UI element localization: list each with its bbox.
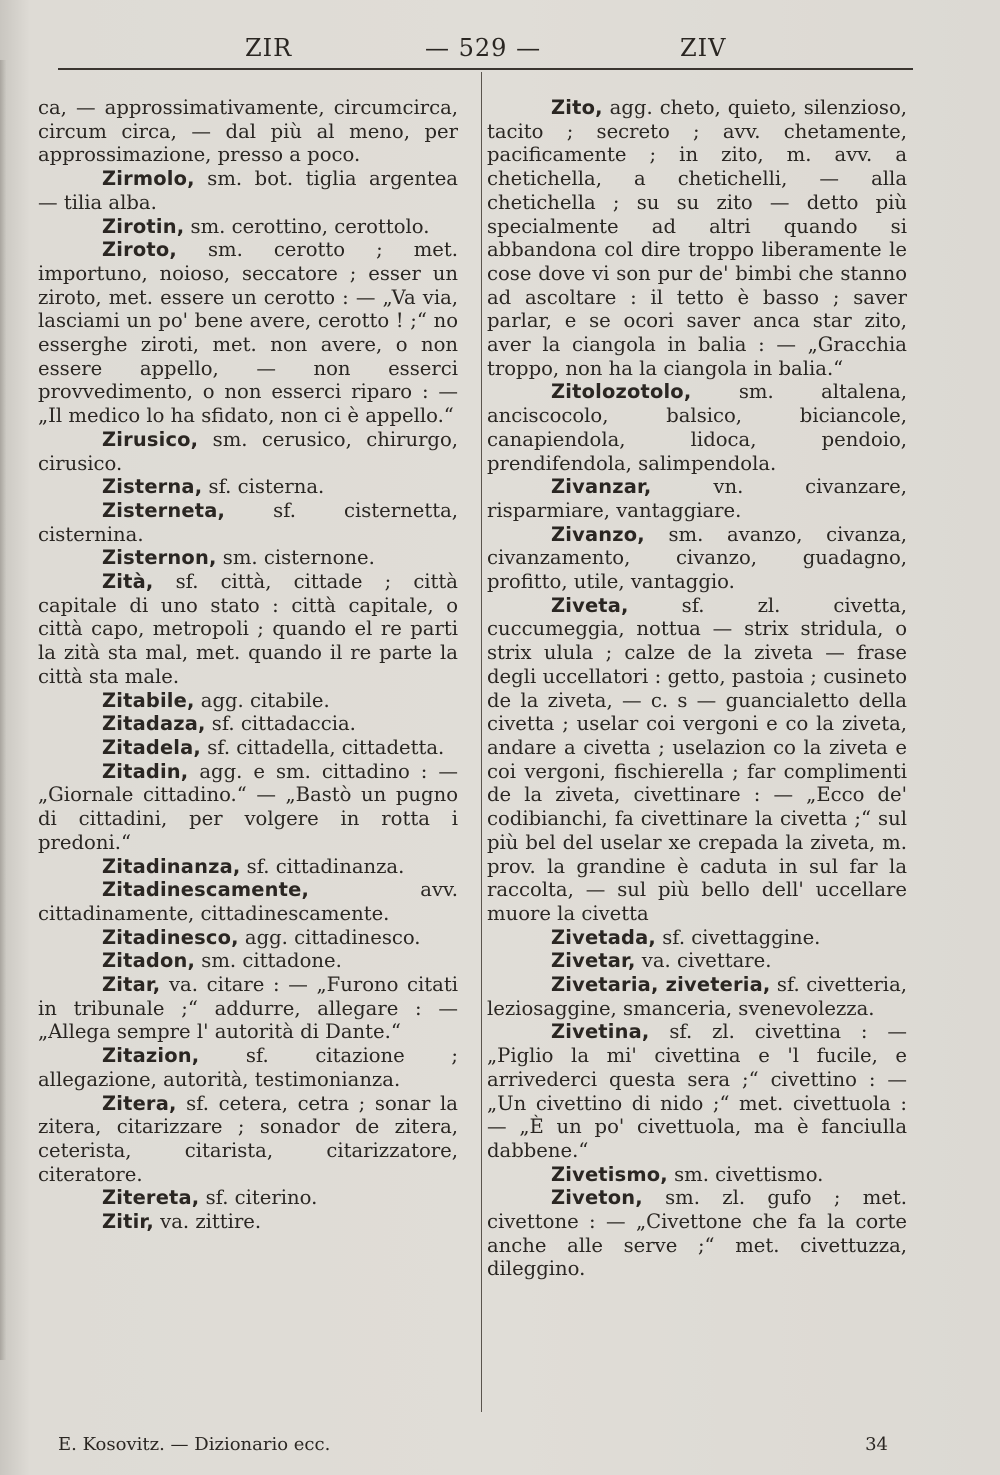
entry-headword: Zisternon,	[102, 546, 217, 570]
entry-definition: vn. civanzare, risparmiare, vantaggiare.	[487, 475, 907, 522]
entry-headword: Zitadin,	[102, 759, 189, 783]
entry-headword: Zitadon,	[102, 949, 196, 973]
dictionary-entry	[38, 475, 458, 499]
entry-headword: Zità,	[102, 570, 154, 594]
entry-headword: Zivanzar,	[551, 475, 652, 499]
dictionary-entry	[487, 1186, 907, 1281]
entry-headword: Zitolozotolo,	[551, 380, 692, 404]
dictionary-entry	[487, 973, 907, 1020]
entry-headword: Zitazion,	[102, 1044, 200, 1068]
entry-headword: Zitereta,	[102, 1186, 200, 1210]
dictionary-entry	[38, 546, 458, 570]
entry-definition: agg. cheto, quieto, silenzioso, tacito ; secreto ; avv. chetamente, pacificamente ; in zito, m. avv. a chetichella, a chetichelli, — alla chetichella ; su su zito — detto più specialmente ad altri quando si abbandona col dire troppo liberamente le cose dove vi son pur de' bimbi che stanno ad ascoltare : il tetto è basso ; saver parlar, e se ocori saver anca star zito, aver la ciangola in balia : — „Gracchia troppo, non ha la ciangola in balia.“	[487, 96, 907, 380]
entry-headword: Zivetar,	[551, 949, 636, 973]
entry-headword: Zitir,	[102, 1210, 154, 1234]
entry-headword: Zirmolo,	[102, 167, 195, 191]
dictionary-entry	[38, 238, 458, 428]
dictionary-entry	[487, 926, 907, 950]
dictionary-entry	[38, 689, 458, 713]
entry-headword: Zirusico,	[102, 427, 199, 451]
entry-headword: Zitadinesco,	[102, 925, 239, 949]
entry-definition: sf. cittadaccia.	[205, 712, 356, 736]
entry-headword: Ziveta,	[551, 593, 629, 617]
entry-headword: Zirotin,	[102, 214, 185, 238]
entry-definition: sf. cittadella, cittadetta.	[201, 735, 445, 759]
entry-headword: Zito,	[551, 96, 603, 119]
right-column	[487, 96, 907, 1281]
entry-headword: Ziveton,	[551, 1186, 643, 1210]
dictionary-entry	[38, 499, 458, 546]
entry-definition: sf. cisterna.	[202, 475, 325, 499]
header-last-word: ZIV	[680, 34, 727, 62]
dictionary-entry	[487, 1020, 907, 1162]
entry-definition: sm. avanzo, civanza, civanzamento, civanzo, guadagno, profitto, utile, vantaggio.	[487, 522, 907, 594]
left-column	[38, 96, 458, 1234]
dictionary-entry	[487, 949, 907, 973]
entry-headword: Ziroto,	[102, 238, 177, 262]
entry-definition: sf. civetteria, leziosaggine, smanceria, svenevolezza.	[487, 973, 907, 1020]
entry-definition: sf. zl. civetta, cuccumeggia, nottua — strix stridula, o strix ulula ; calze de la ziveta — frase degli uccellatori : getto, pastoia ; cusineto de la ziveta, — c. s — guancialetto della civetta ; uselar coi vergoni e co la ziveta, andare a civetta ; uselazion co la ziveta e coi vergoni, fischierella ; far complimenti de la ziveta, civettinare : — „Ecco de' codibianchi, fa civettinare la civetta ;“ sul più bel del uselar xe crepada la ziveta, m. prov. la grandine è caduta in sul far la raccolta, — sul più bello dell' uccellare muore la civetta	[487, 593, 907, 925]
entry-headword: Zivetada,	[551, 925, 656, 949]
entry-definition: sf. civettaggine.	[655, 925, 821, 949]
entry-definition: sf. cetera, cetra ; sonar la zitera, citarizzare ; sonador de zitera, ceterista, citarista, citarizzatore, citeratore.	[38, 1091, 458, 1186]
dictionary-entry	[38, 736, 458, 760]
entry-headword: Zivetismo,	[551, 1162, 668, 1186]
header-first-word: ZIR	[245, 34, 293, 62]
entry-headword: Zivetaria, ziveteria,	[551, 973, 771, 997]
header-rule	[58, 68, 913, 70]
dictionary-entry	[38, 712, 458, 736]
entry-definition: ca, — approssimativamente, circumcirca, circum circa, — dal più al meno, per approssimazione, presso a poco.	[38, 96, 458, 167]
entry-headword: Zitabile,	[102, 688, 195, 712]
entry-definition: sf. citazione ; allegazione, autorità, testimonianza.	[38, 1044, 458, 1091]
entry-definition: agg. citabile.	[194, 688, 330, 712]
dictionary-entry	[487, 96, 907, 380]
dictionary-entry	[38, 1210, 458, 1234]
entry-headword: Zitadaza,	[102, 712, 206, 736]
dictionary-entry	[38, 167, 458, 214]
entry-definition: va. civettare.	[635, 949, 772, 973]
page-footer	[58, 1434, 888, 1464]
dictionary-entry	[38, 570, 458, 689]
entry-definition: sm. cerotto ; met. importuno, noioso, seccatore ; esser un ziroto, met. essere un cerotto : — „Va via, lasciami un po' bene avere, cerotto ! ;“ no esserghe ziroti, met. non avere, o non essere appello, — non esserci provvedimento, o non esserci riparo : — „Il medico lo ha sfidato, non ci è appello.“	[38, 238, 458, 428]
entry-definition: sf. città, cittade ; città capitale di uno stato : città capitale, o città capo, metropoli ; quando el re parti la zità sta mal, met. quando il re parte la città sta male.	[38, 570, 458, 688]
dictionary-entry	[38, 760, 458, 855]
entry-headword: Zitadela,	[102, 735, 201, 759]
dictionary-entry	[38, 96, 458, 167]
page-number: — 529 —	[425, 34, 542, 62]
dictionary-entry	[38, 215, 458, 239]
entry-definition: sm. bot. tiglia argentea — tilia alba.	[38, 167, 458, 214]
dictionary-entry	[38, 855, 458, 879]
entry-headword: Zivetina,	[551, 1020, 650, 1044]
entry-definition: sm. altalena, anciscocolo, balsico, biciancole, canapiendola, lidoca, pendoio, prendifendola, salimpendola.	[487, 380, 907, 475]
footer-title: E. Kosovitz. — Dizionario ecc.	[58, 1434, 331, 1455]
dictionary-entry	[38, 1186, 458, 1210]
entry-definition: sf. citerino.	[199, 1186, 318, 1210]
column-divider	[481, 72, 482, 1412]
dictionary-entry	[38, 949, 458, 973]
entry-headword: Zisterneta,	[102, 498, 226, 522]
entry-definition: agg. cittadinesco.	[238, 925, 421, 949]
dictionary-entry	[487, 1163, 907, 1187]
entry-definition: sm. cisternone.	[216, 546, 375, 570]
entry-definition: sm. civettismo.	[667, 1162, 824, 1186]
entry-definition: agg. e sm. cittadino : — „Giornale cittadino.“ — „Bastò un pugno di cittadini, per volgere in rotta i predoni.“	[38, 759, 458, 854]
entry-headword: Zitadinanza,	[102, 854, 241, 878]
entry-definition: sf. zl. civettina : — „Piglio la mi' civettina e 'l fucile, e arrivederci questa sera ;“ civettino : — „Un civettino di nido ;“ met. civettuola : — „È un po' civettuola, ma è fanciulla dabbene.“	[487, 1020, 907, 1162]
entry-definition: va. citare : — „Furono citati in tribunale ;“ addurre, allegare : — „Allega sempre l' autorità di Dante.“	[38, 973, 458, 1044]
dictionary-entry	[487, 475, 907, 522]
dictionary-entry	[38, 926, 458, 950]
entry-headword: Zitar,	[102, 973, 161, 997]
dictionary-entry	[38, 1092, 458, 1187]
entry-headword: Zisterna,	[102, 475, 203, 499]
dictionary-entry	[38, 1044, 458, 1091]
binding-shadow	[0, 60, 6, 1360]
dictionary-entry	[38, 878, 458, 925]
entry-definition: avv. cittadinamente, cittadinescamente.	[38, 878, 458, 925]
page-header	[60, 34, 910, 68]
entry-definition: sm. cittadone.	[195, 949, 342, 973]
entry-headword: Zitadinescamente,	[102, 878, 310, 902]
entry-definition: sm. cerottino, cerottolo.	[184, 214, 430, 238]
entry-definition: sm. cerusico, chirurgo, cirusico.	[38, 427, 458, 475]
signature-number: 34	[865, 1434, 888, 1455]
entry-definition: sf. cisternetta, cisternina.	[38, 498, 458, 546]
entry-headword: Zitera,	[102, 1091, 177, 1115]
dictionary-entry	[487, 380, 907, 475]
entry-headword: Zivanzo,	[551, 522, 645, 546]
dictionary-entry	[487, 594, 907, 926]
entry-definition: va. zittire.	[153, 1210, 262, 1234]
dictionary-entry	[38, 428, 458, 475]
dictionary-entry	[487, 523, 907, 594]
entry-definition: sm. zl. gufo ; met. civettone : — „Civettone che fa la corte anche alle serve ;“ met. civettuzza, dileggino.	[487, 1186, 907, 1281]
entry-definition: sf. cittadinanza.	[240, 854, 405, 878]
dictionary-entry	[38, 973, 458, 1044]
